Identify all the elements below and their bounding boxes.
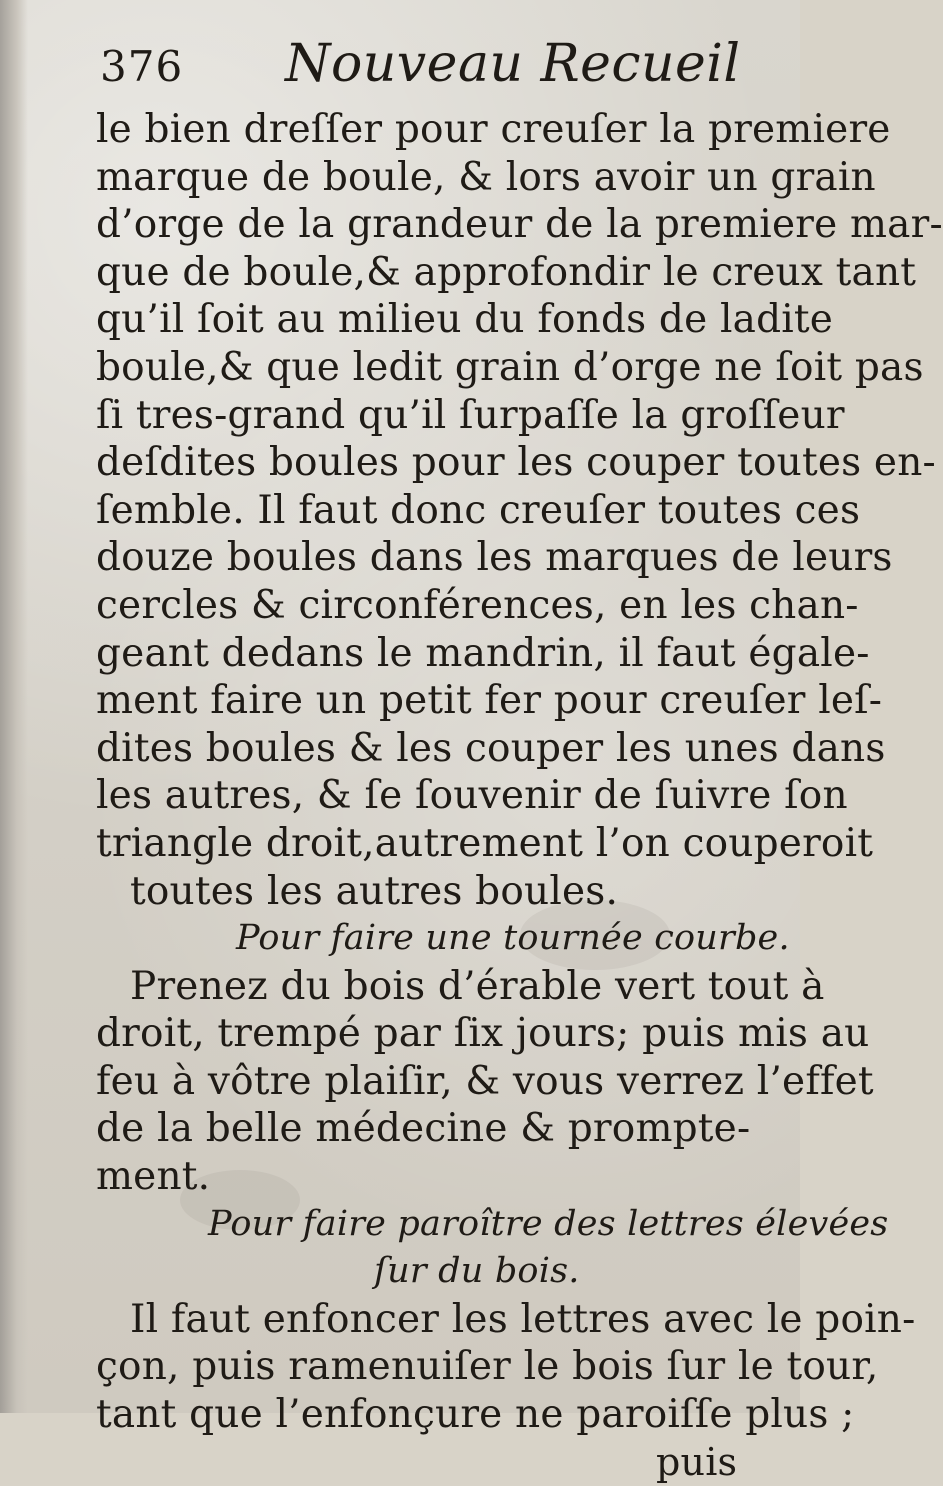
text-line: ment faire un petit fer pour creuſer leſ- xyxy=(96,678,883,724)
text-line: Prenez du bois d’érable vert tout à xyxy=(130,963,825,1009)
text-line: boule,& que ledit grain d’orge ne ſoit pas xyxy=(96,344,924,390)
text-line: triangle droit,autrement l’on couperoit xyxy=(96,820,874,866)
text-line: geant dedans le mandrin, il faut égale- xyxy=(96,630,870,676)
text-line: douze boules dans les marques de leurs xyxy=(96,535,893,581)
text-line: qu’il ſoit au milieu du fonds de ladite xyxy=(96,297,834,343)
text-line: Il faut enfoncer les lettres avec le poin- xyxy=(130,1296,916,1342)
page-gutter-shadow xyxy=(0,0,28,1413)
page-header xyxy=(100,34,760,104)
text-line: toutes les autres boules. xyxy=(130,868,619,914)
text-line: deſdites boules pour les couper toutes en- xyxy=(96,440,936,486)
section-heading: Pour faire paroître des lettres élevées xyxy=(208,1203,889,1244)
text-line: les autres, & ſe ſouvenir de ſuivre ſon xyxy=(96,773,848,819)
text-line: ſi tres-grand qu’il ſurpaſſe la groſſeur xyxy=(96,392,845,438)
catchword: puis xyxy=(656,1439,738,1484)
section-subheading: ſur du bois. xyxy=(374,1251,580,1292)
text-line: d’orge de la grandeur de la premiere mar- xyxy=(96,202,943,248)
text-line: le bien dreſſer pour creuſer la premiere xyxy=(96,107,891,152)
text-line: ſemble. Il faut donc creuſer toutes ces xyxy=(96,487,861,533)
text-line: tant que l’enfonçure ne paroiſſe plus ; xyxy=(96,1392,855,1438)
text-line: çon, puis ramenuiſer le bois ſur le tour, xyxy=(96,1344,879,1390)
text-line: que de boule,& approfondir le creux tant xyxy=(96,249,917,295)
section-heading: Pour faire une tournée courbe. xyxy=(236,918,790,959)
text-line: droit, trempé par ſix jours; puis mis au xyxy=(96,1011,870,1057)
text-line: de la belle médecine & prompte- xyxy=(96,1106,751,1152)
text-line: dites boules & les couper les unes dans xyxy=(96,725,886,771)
running-title: Nouveau Recueil xyxy=(285,34,741,94)
text-line: ment. xyxy=(96,1154,211,1200)
page-number: 376 xyxy=(100,42,184,91)
body-text xyxy=(96,106,943,1486)
text-line: cercles & circonférences, en les chan- xyxy=(96,582,859,628)
text-line: feu à vôtre plaiſir, & vous verrez l’effet xyxy=(96,1058,874,1104)
text-line: marque de boule, & lors avoir un grain xyxy=(96,154,876,200)
